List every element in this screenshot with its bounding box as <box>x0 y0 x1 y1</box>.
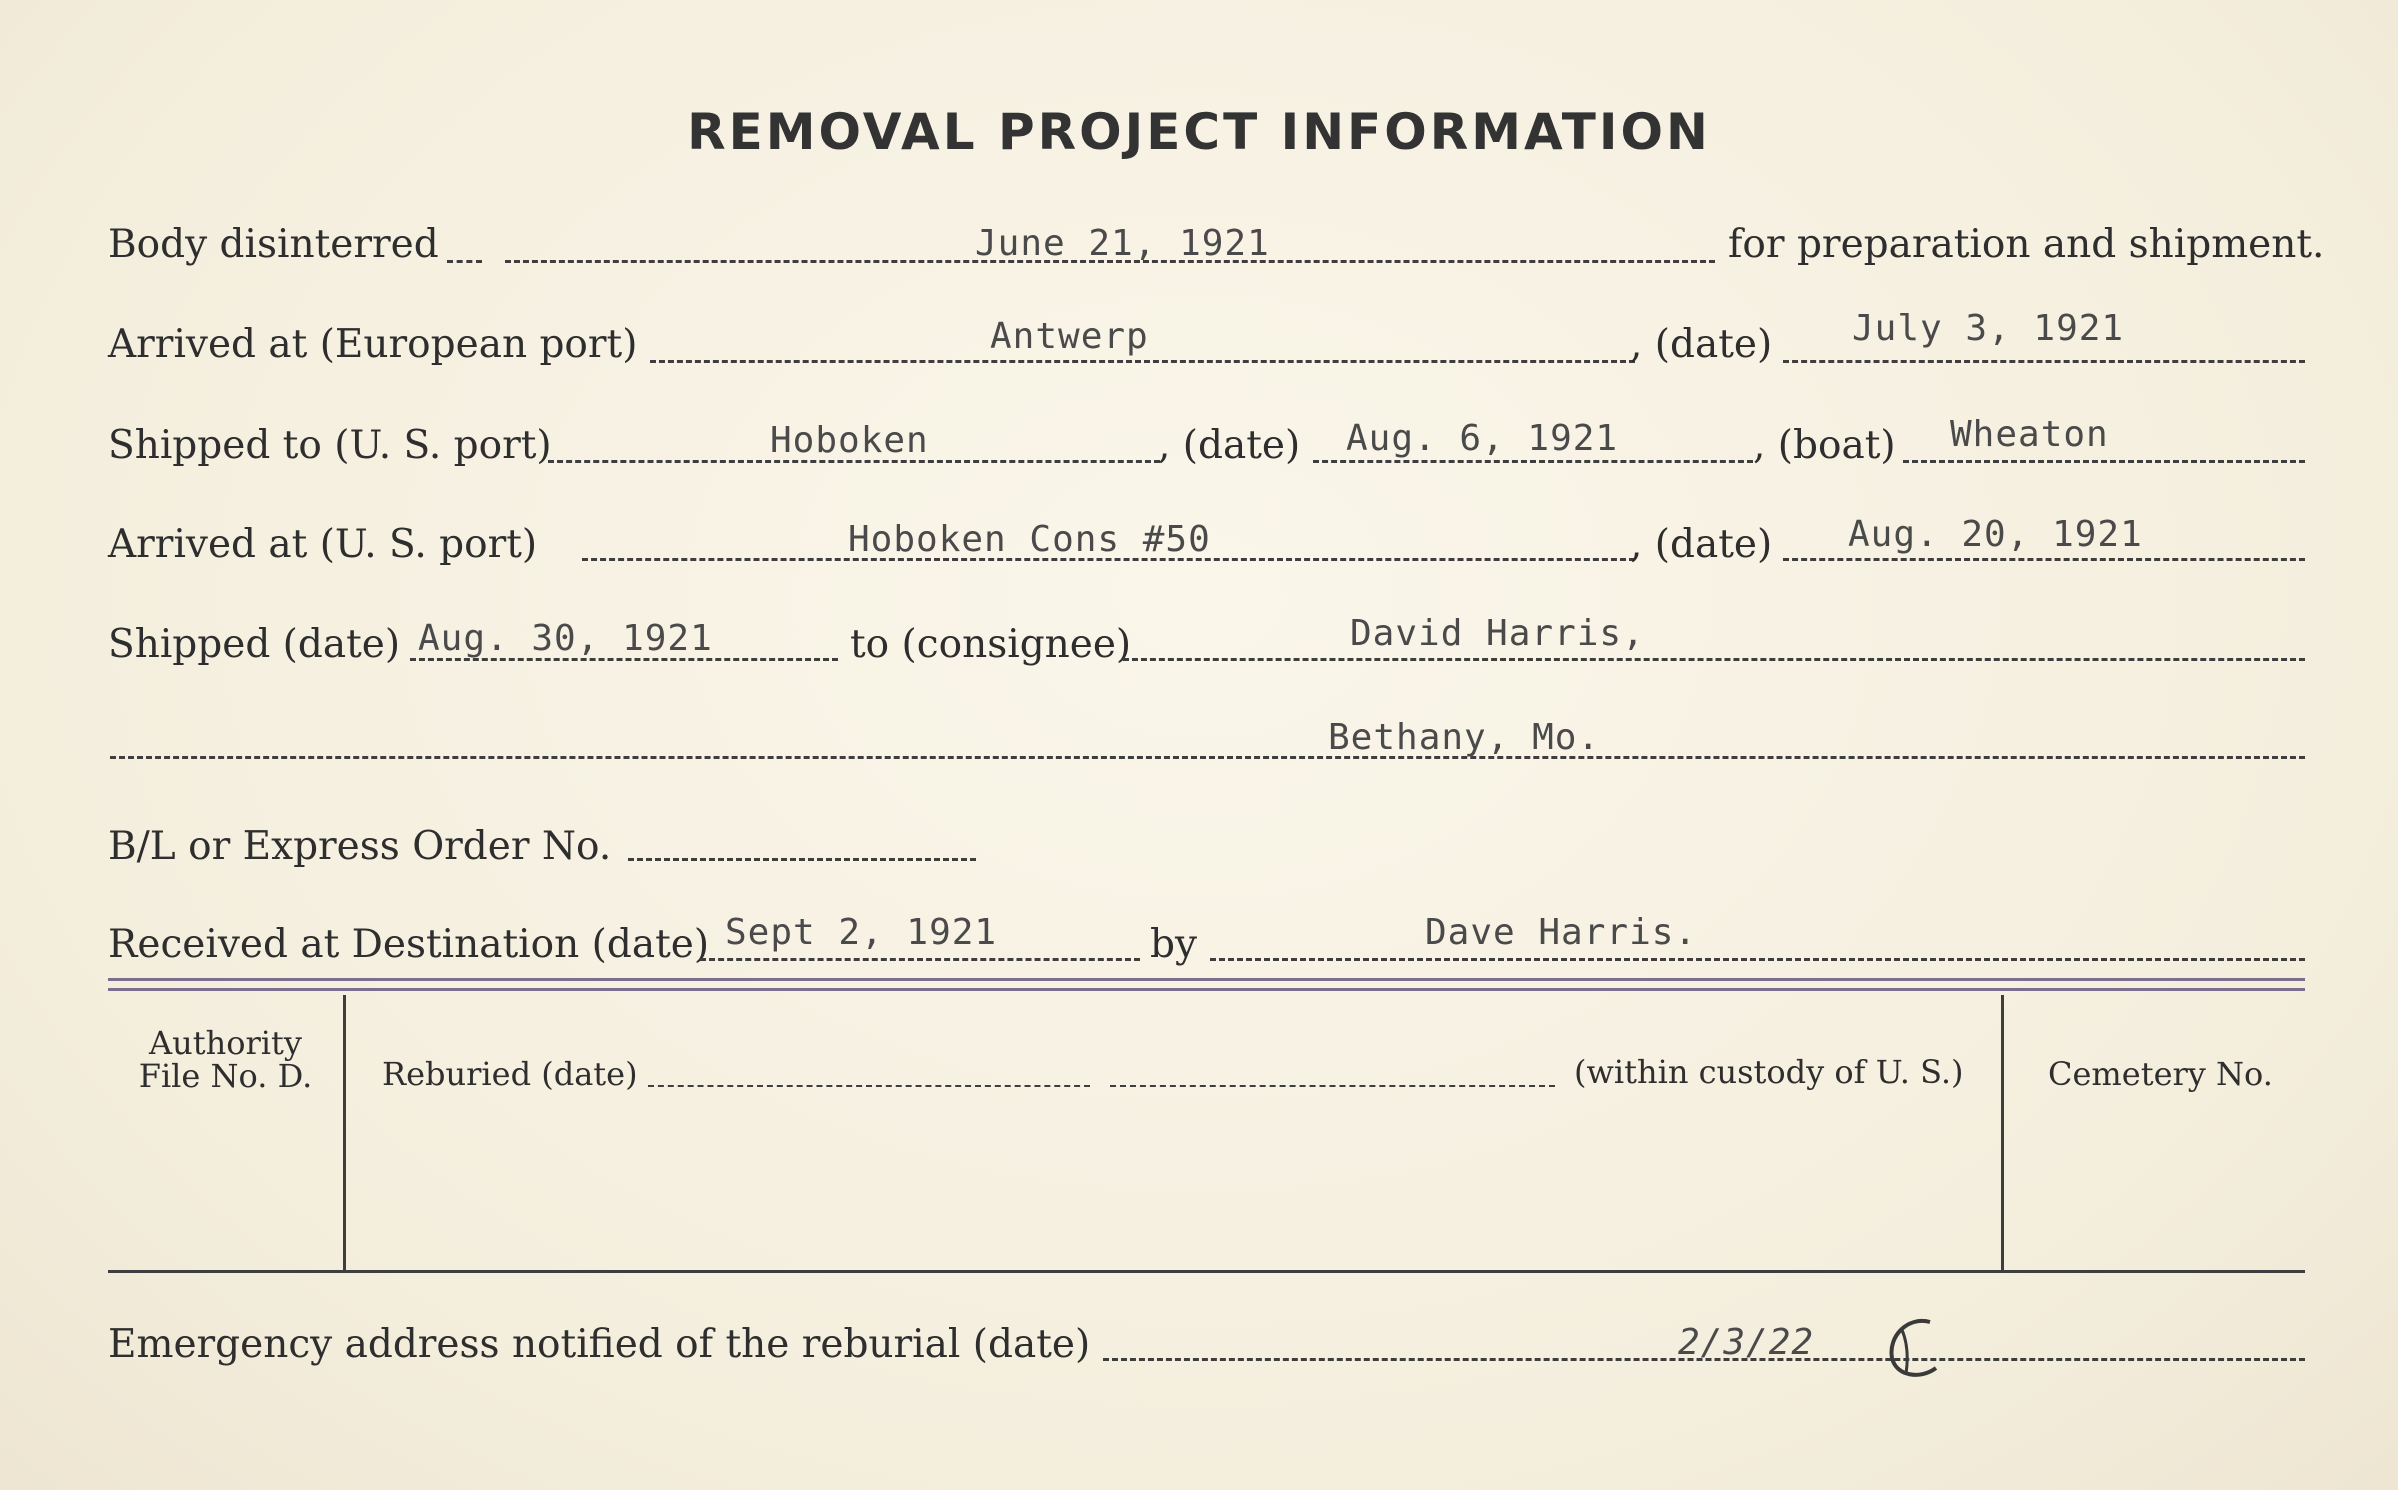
label-shipped-to-us-port: Shipped to (U. S. port) <box>108 423 552 468</box>
table-bottom-rule <box>108 1270 2305 1273</box>
us-port-arrived-value: Hoboken Cons #50 <box>848 519 1211 560</box>
dotted-line <box>700 958 1140 961</box>
dotted-line <box>1123 658 2305 661</box>
label-emergency-address: Emergency address notified of the reburial (date) <box>108 1322 1091 1367</box>
double-rule-top <box>108 978 2305 981</box>
boat-value: Wheaton <box>1950 414 2109 455</box>
dotted-line <box>447 260 482 263</box>
consignee-address-value: Bethany, Mo. <box>1328 717 1601 758</box>
european-arrival-date-value: July 3, 1921 <box>1852 308 2125 349</box>
dotted-line <box>1210 958 2305 961</box>
dotted-line <box>1783 360 2305 363</box>
dotted-line <box>1783 558 2305 561</box>
reburied-date-label: Reburied (date) <box>382 1055 638 1093</box>
label-arrived-us-port: Arrived at (U. S. port) <box>108 522 538 567</box>
label-bl-express-order: B/L or Express Order No. <box>108 824 612 869</box>
dotted-line <box>650 360 1635 363</box>
label-received-destination: Received at Destination (date) <box>108 922 710 967</box>
dotted-line <box>110 756 2305 759</box>
cemetery-no-label: Cemetery No. <box>2048 1055 2273 1093</box>
us-port-shipped-value: Hoboken <box>770 420 929 461</box>
label-body-disinterred: Body disinterred <box>108 222 439 267</box>
label-shipped-date: Shipped (date) <box>108 622 401 667</box>
dotted-line <box>1110 1085 1555 1087</box>
us-arrival-date-value: Aug. 20, 1921 <box>1848 514 2143 555</box>
page-title: REMOVAL PROJECT INFORMATION <box>687 103 1711 161</box>
label-date: , (date) <box>1630 322 1773 367</box>
handwritten-initial-mark <box>1878 1310 1958 1390</box>
shipped-date-value: Aug. 6, 1921 <box>1346 418 1619 459</box>
consignee-name-value: David Harris, <box>1350 613 1645 654</box>
received-date-value: Sept 2, 1921 <box>725 912 998 953</box>
file-no-label: File No. D. <box>138 1057 313 1095</box>
label-date: , (date) <box>1158 423 1301 468</box>
dotted-line <box>648 1085 1090 1087</box>
received-by-value: Dave Harris. <box>1425 912 1698 953</box>
dotted-line <box>628 858 976 861</box>
authority-label: Authority <box>149 1024 302 1062</box>
label-by: by <box>1150 922 1197 967</box>
label-consignee: to (consignee) <box>850 622 1132 667</box>
european-port-value: Antwerp <box>990 316 1149 357</box>
custody-label: (within custody of U. S.) <box>1574 1053 1964 1091</box>
table-divider-left <box>343 995 346 1270</box>
dotted-line <box>1903 460 2305 463</box>
label-preparation-shipment: for preparation and shipment. <box>1728 222 2325 267</box>
label-date: , (date) <box>1630 522 1773 567</box>
double-rule-bottom <box>108 988 2305 991</box>
dotted-line <box>1313 460 1753 463</box>
label-boat: , (boat) <box>1753 423 1896 468</box>
disinterred-date-value: June 21, 1921 <box>975 223 1270 264</box>
shipped-consignee-date-value: Aug. 30, 1921 <box>418 618 713 659</box>
emergency-date-value: 2/3/22 <box>1678 1322 1815 1363</box>
table-divider-right <box>2001 995 2004 1270</box>
label-arrived-european-port: Arrived at (European port) <box>108 322 638 367</box>
